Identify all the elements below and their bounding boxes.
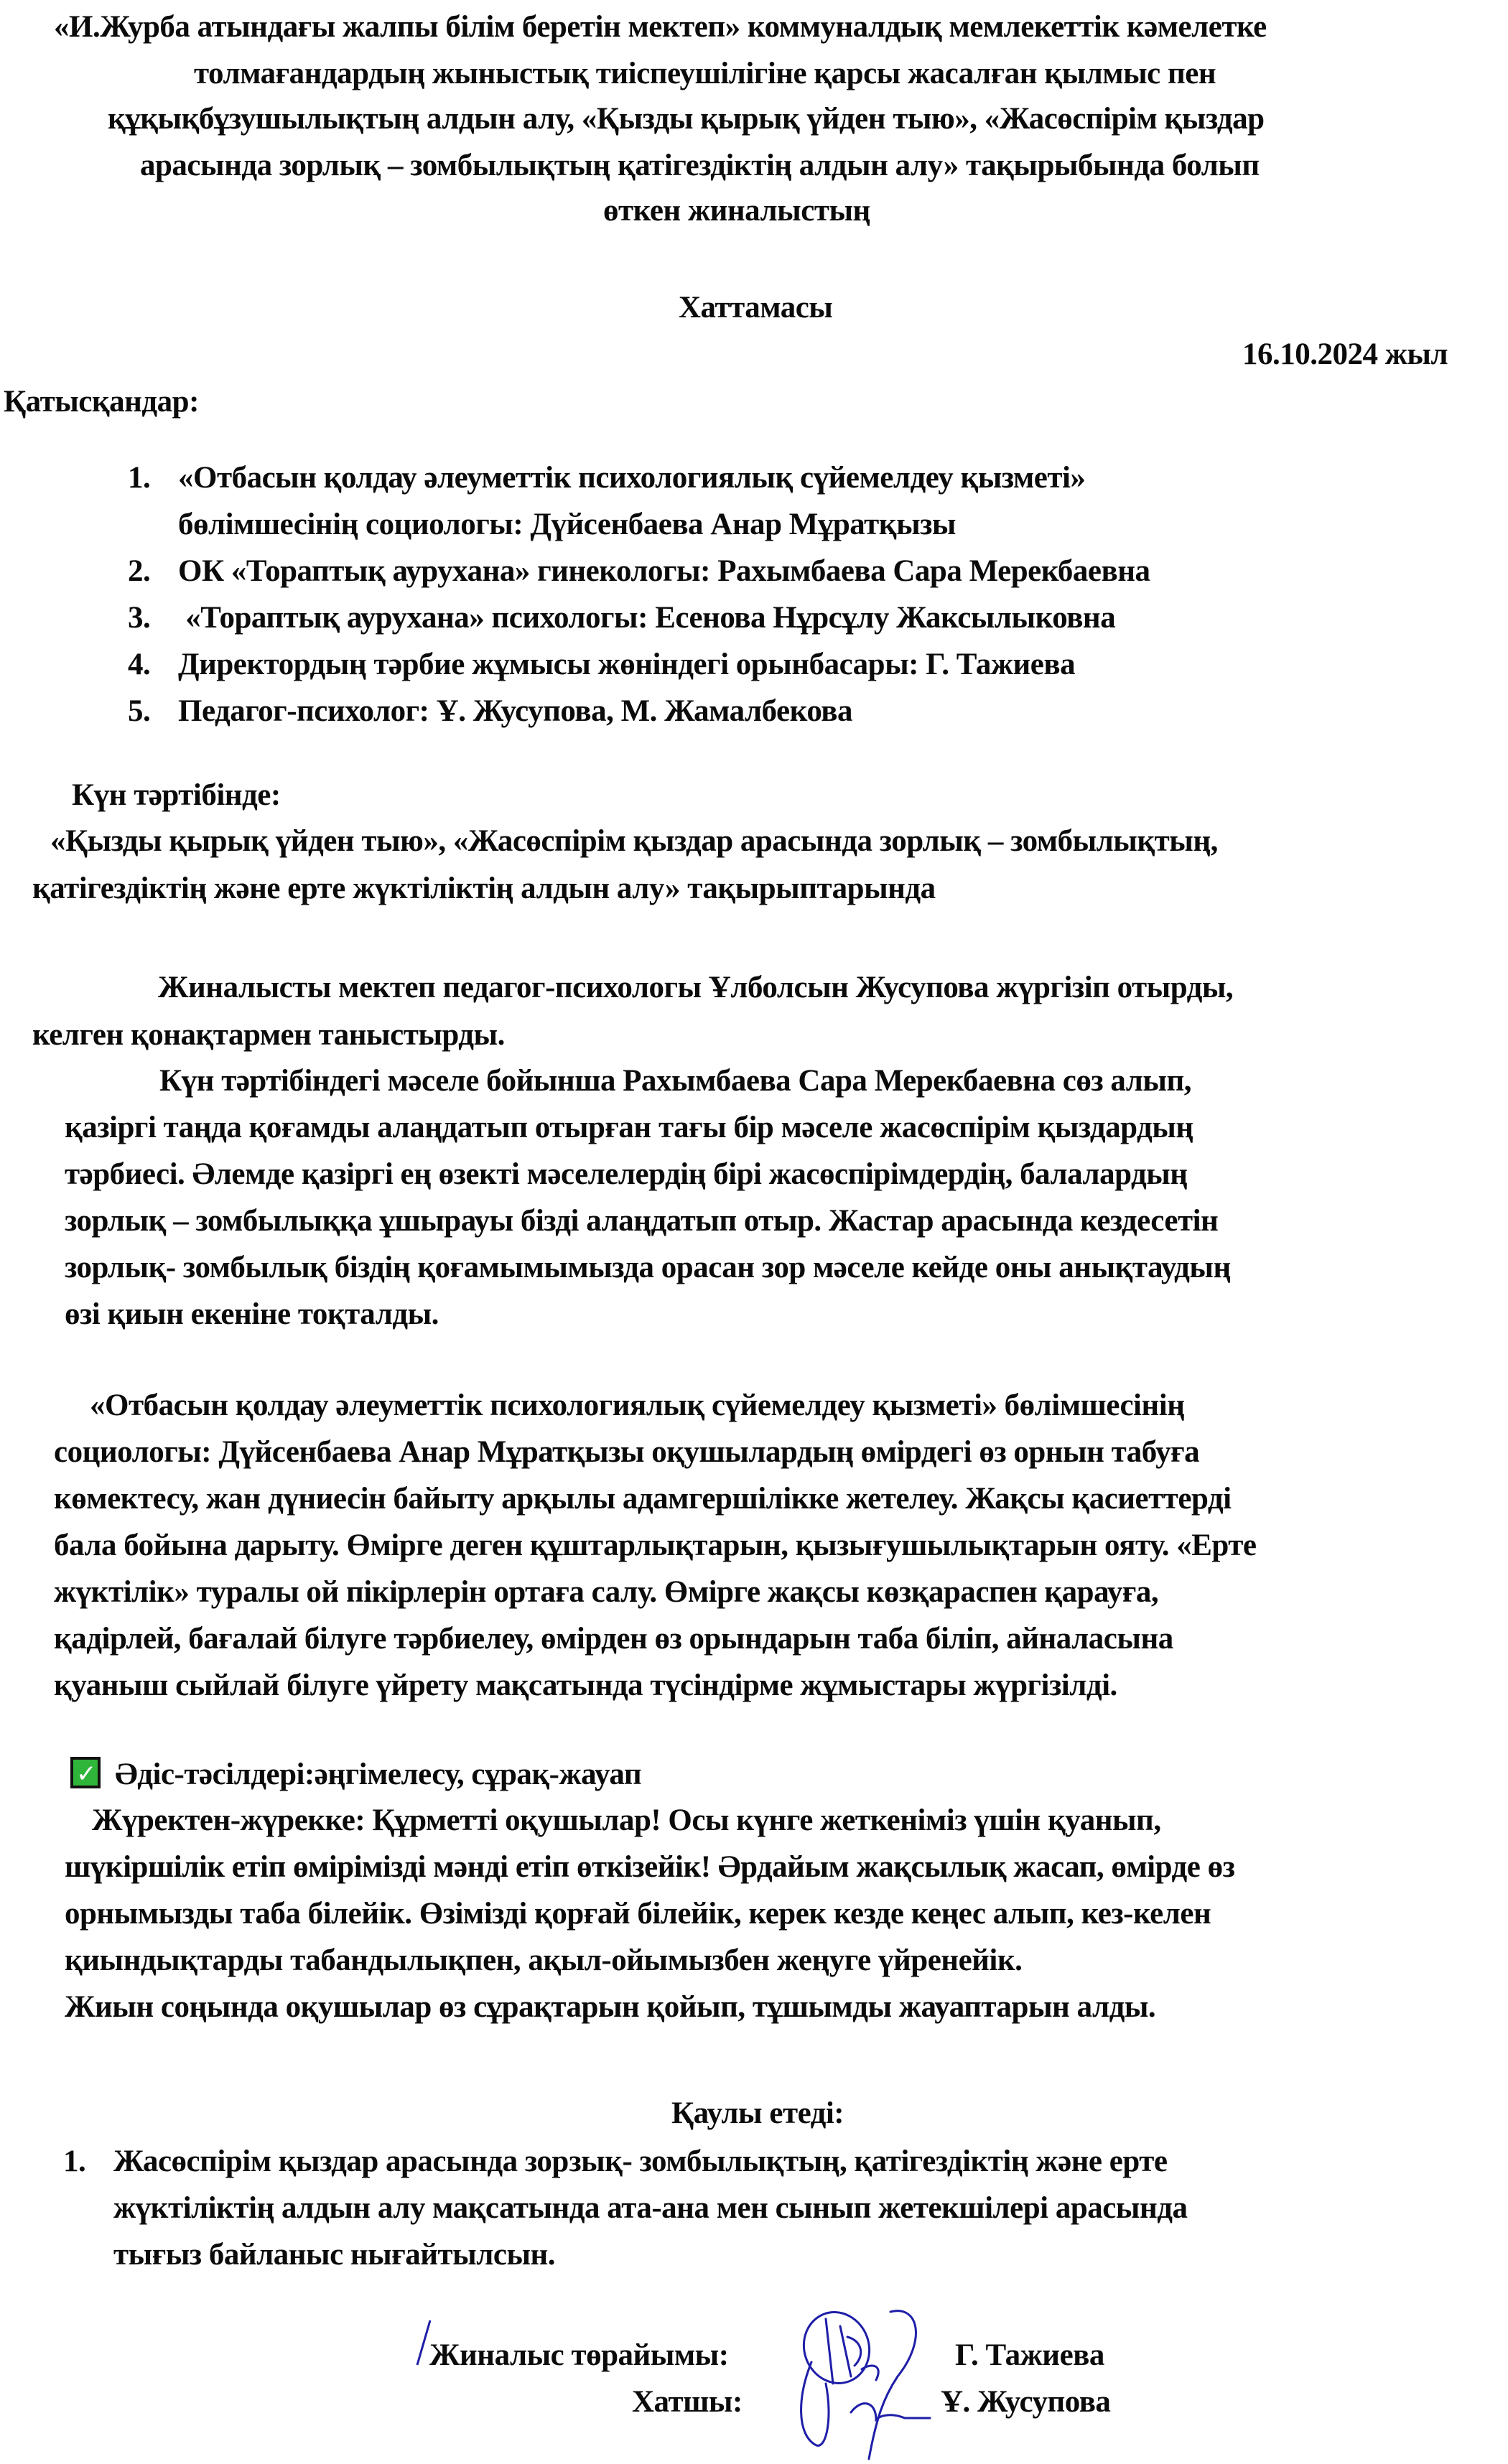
para3-line-5: жүктілік» туралы ой пікірлерін ортаға салу. Өмірге жақсы көзқараспен қарауға, [54, 1575, 1159, 1609]
methods-text: Әдіс-тәсілдері:әңгімелесу, сұрақ-жауап [115, 1758, 642, 1791]
participant-item [128, 599, 1115, 637]
participant-text: Директордың тәрбие жұмысы жөніндегі орынбасары: Г. Тажиева [178, 648, 1076, 681]
agenda-line-1: «Қызды қырық үйден тыю», «Жасөспірім қыздар арасында зорлық – зомбылықтың, [50, 824, 1218, 858]
participant-text: ОК «Тораптық аурухана» гинекологы: Рахымбаева Сара Мерекбаевна [178, 554, 1150, 588]
list-number: 4. [128, 648, 151, 681]
title-line-3: құқықбұзушылықтың алдын алу, «Қызды қырық үйден тыю», «Жасөспірім қыздар [108, 102, 1265, 136]
list-number: 2. [128, 554, 151, 588]
title-line-1: «И.Журба атындағы жалпы білім беретін мектеп» коммуналдық мемлекеттік кәмелетке [54, 10, 1267, 44]
handwritten-signature [783, 2297, 955, 2463]
agenda-line-2: қатігездіктің және ерте жүктіліктің алдын алу» тақырыптарында [32, 872, 936, 905]
title-line-5: өткен жиналыстың [603, 194, 870, 228]
chair-label: Жиналыс төрайымы: [429, 2338, 729, 2372]
participant-text: «Тораптық аурухана» психологы: Есенова Нұрсұлу Жаксылыковна [178, 601, 1116, 635]
agenda-label: Күн тәртібінде: [72, 778, 281, 812]
para1-line-1: Жиналысты мектеп педагог-психологы Ұлболсын Жусупова жүргізіп отырды, [158, 971, 1234, 1004]
methods-line [70, 1756, 641, 1793]
secretary-name: Ұ. Жусупова [941, 2385, 1111, 2419]
para3-line-1: «Отбасын қолдау әлеуметтік психологиялық сүйемелдеу қызметі» бөлімшесінің [90, 1389, 1185, 1422]
para1-line-2: келген қонақтармен таныстырды. [32, 1018, 505, 1052]
para4-line-4: қиындықтарды табандылықпен, ақыл-ойымызбен жеңуге үйренейік. [65, 1943, 1023, 1977]
participant-item [128, 646, 1075, 683]
document-date: 16.10.2024 жыл [1242, 337, 1448, 371]
chair-name: Г. Тажиева [955, 2338, 1104, 2372]
resolution-item-continued: жүктіліктің алдын алу мақсатында ата-ана мен сынып жетекшілері арасында [113, 2191, 1188, 2225]
list-number: 3. [128, 601, 151, 635]
para2-line-6: өзі қиын екеніне тоқталды. [65, 1297, 439, 1331]
participant-item-continued: бөлімшесінің социологы: Дүйсенбаева Анар Мұратқызы [178, 508, 957, 541]
participant-item [128, 693, 852, 730]
list-number: 5. [128, 694, 151, 728]
para2-line-2: қазіргі таңда қоғамды алаңдатып отырған тағы бір мәселе жасөспірім қыздардың [65, 1111, 1193, 1144]
list-number: 1. [128, 461, 151, 495]
para2-line-5: зорлық- зомбылық біздің қоғамымымызда орасан зор мәселе кейде оны анықтаудың [65, 1251, 1231, 1284]
check-mark-button-icon [70, 1757, 101, 1788]
resolution-item-continued: тығыз байланыс нығайтылсын. [113, 2238, 556, 2272]
para4-line-5: Жиын соңында оқушылар өз сұрақтарын қойып, тұшымды жауаптарын алды. [65, 1990, 1156, 2024]
para2-line-4: зорлық – зомбылыққа ұшырауы бізді алаңдатып отыр. Жастар арасында кездесетін [65, 1204, 1219, 1238]
para2-line-3: тәрбиесі. Әлемде қазіргі ең өзекті мәселелердің бірі жасөспірімдердің, балалардың [65, 1157, 1188, 1191]
resolution-label: Қаулы етеді: [671, 2096, 844, 2130]
secretary-label: Хатшы: [632, 2385, 743, 2419]
para4-line-2: шүкіршілік етіп өмірімізді мәнді етіп өткізейік! Әрдайым жақсылық жасап, өмірде өз [65, 1850, 1235, 1884]
list-number: 1. [63, 2145, 86, 2178]
participant-item [128, 553, 1150, 590]
participant-text: «Отбасын қолдау әлеуметтік психологиялық сүйемелдеу қызметі» [178, 461, 1086, 495]
para3-line-2: социологы: Дүйсенбаева Анар Мұратқызы оқушылардың өмірдегі өз орнын табуға [54, 1435, 1200, 1469]
para4-line-3: орнымызды таба білейік. Өзімізді қорғай білейік, керек кезде кеңес алып, кез-келен [65, 1897, 1211, 1931]
resolution-text: Жасөспірім қыздар арасында зорзық- зомбылықтың, қатігездіктің және ерте [113, 2145, 1168, 2178]
resolution-item [63, 2143, 1167, 2180]
para2-line-1: Күн тәртібіндегі мәселе бойынша Рахымбаева Сара Мерекбаевна сөз алып, [159, 1064, 1192, 1098]
para3-line-7: қуаныш сыйлай білуге үйрету мақсатында түсіндірме жұмыстары жүргізілді. [54, 1669, 1117, 1702]
participants-label: Қатысқандар: [4, 385, 199, 419]
participant-item [128, 459, 1085, 497]
para3-line-3: көмектесу, жан дүниесін байыту арқылы адамгершілікке жетелеу. Жақсы қасиеттерді [54, 1482, 1232, 1516]
participant-text: Педагог-психолог: Ұ. Жусупова, М. Жамалбекова [178, 694, 852, 728]
document-type: Хаттамасы [679, 291, 833, 325]
title-line-4: арасында зорлық – зомбылықтың қатігездіктің алдын алу» тақырыбында болып [140, 149, 1260, 182]
para4-line-1: Жүректен-жүрекке: Құрметті оқушылар! Осы күнге жеткеніміз үшін қуанып, [92, 1803, 1161, 1837]
para3-line-4: бала бойына дарыту. Өмірге деген құштарлықтарын, қызығушылықтарын ояту. «Ерте [54, 1529, 1257, 1562]
para3-line-6: қадірлей, бағалай білуге тәрбиелеу, өмірден өз орындарын таба біліп, айналасына [54, 1622, 1173, 1656]
title-line-2: толмағандардың жыныстық тиіспеушілігіне қарсы жасалған қылмыс пен [194, 57, 1216, 90]
